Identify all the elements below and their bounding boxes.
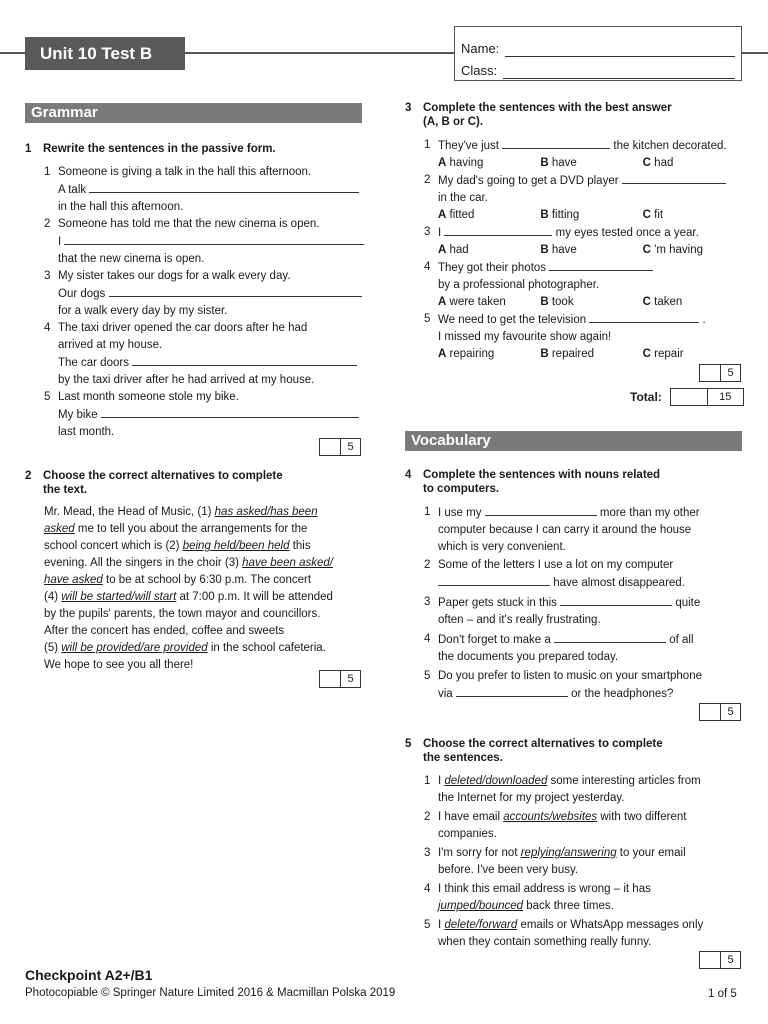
alternative-1-cont[interactable]: asked [44,523,75,535]
q2-text: Mr. Mead, the Head of Music, (1) has asked/has been asked me to tell you about the arrangements for the school concert which is (2) being held/been held this evening. All the singers in the choir (3) have been asked/ have asked to be at school by 6:30 p.m. The concert (4) will be started/will start at 7:00 p.m. It will be attended by the pupils' parents, the town mayor and councillors. After the concert has ended, coffee and sweets (5) will be provided/are provided in the school cafeteria. We hope to see you all there! [44,506,333,671]
score-entry[interactable] [319,438,341,456]
q3-score-box [699,364,741,382]
score-max: 5 [721,364,741,382]
alternative[interactable]: jumped/bounced [438,900,524,912]
option-b[interactable]: have [551,244,577,256]
class-label: Class: [461,63,498,78]
score-max: 5 [341,670,361,688]
option-b[interactable]: have [551,157,577,169]
q3-item: 4 They got their photos by a professional photographer. A were taken B took C taken [424,261,683,308]
item-start: My bike [58,409,98,421]
item-sentence: Someone has told me that the new cinema is open. [58,218,320,230]
option-c[interactable]: 'm having [654,244,704,256]
footer-title: Checkpoint A2+/B1 [25,967,153,983]
alternative-5[interactable]: will be provided/are provided [61,642,208,654]
footer-copyright: Photocopiable © Springer Nature Limited 2016 & Macmillan Polska 2019 [25,987,396,999]
answer-line[interactable] [456,685,568,697]
q4-item: 2 Some of the letters I use a lot on my computer have almost disappeared. [424,559,685,589]
q5-score-box [699,951,741,969]
answer-line[interactable] [549,259,653,271]
item-number: 1 [44,166,51,178]
answer-line[interactable] [132,354,357,366]
total-max: 15 [708,388,744,406]
item-sentence: My sister takes our dogs for a walk every day. [58,270,291,282]
q1-item [44,389,365,441]
question-1 [25,142,365,441]
page-number: 1 of 5 [708,988,737,1000]
q2-instruction-cont: the text. [43,484,88,496]
question-5 [405,737,745,951]
item-end: last month. [58,426,115,438]
q2-number: 2 [25,470,32,482]
total-entry[interactable] [670,388,708,406]
q1-instruction: Rewrite the sentences in the passive form. [43,143,276,155]
q3-instruction: Complete the sentences with the best answer [423,102,672,114]
item-start: Our dogs [58,288,106,300]
item-end: in the hall this afternoon. [58,201,184,213]
score-entry[interactable] [699,364,721,382]
option-c[interactable]: taken [654,296,683,308]
alternative[interactable]: accounts/websites [503,811,598,823]
alternative[interactable]: deleted/downloaded [444,775,548,787]
answer-line[interactable] [485,504,597,516]
option-a[interactable]: were taken [449,296,506,308]
question-4 [405,468,745,703]
option-c[interactable]: repair [654,348,684,360]
q3-item: 3 I my eyes tested once a year. A had B have C 'm having [424,226,704,256]
option-b[interactable]: fitting [551,209,580,221]
option-b[interactable]: took [551,296,574,308]
unit-title: Unit 10 Test B [25,37,185,70]
item-end: that the new cinema is open. [58,253,205,265]
item-start: The car doors [58,357,129,369]
answer-line[interactable] [560,594,672,606]
item-sentence: arrived at my house. [58,339,163,351]
q1-item [44,216,365,268]
item-sentence: Someone is giving a talk in the hall this afternoon. [58,166,312,178]
answer-line[interactable] [589,311,699,323]
answer-line[interactable] [109,285,362,297]
class-field[interactable] [503,65,735,79]
alternative[interactable]: replying/answering [520,847,617,859]
alternative-4[interactable]: will be started/will start [61,591,177,603]
option-a[interactable]: having [449,157,484,169]
q4-instruction-cont: to computers. [423,483,500,495]
q4-number: 4 [405,469,412,481]
q3-instruction-cont: (A, B or C). [423,116,484,128]
alternative-3[interactable]: have been asked/ [242,557,333,569]
q3-item: 1 They've just the kitchen decorated. A having B have C had [424,139,727,169]
item-number: 3 [44,270,51,282]
q3-number: 3 [405,102,412,114]
answer-line[interactable] [89,181,359,193]
option-c[interactable]: fit [654,209,664,221]
score-entry[interactable] [699,951,721,969]
q5-item: 2 I have email accounts/websites with two different companies. [424,811,687,840]
alternative-3-cont[interactable]: have asked [44,574,103,586]
q4-item: 4 Don't forget to make a of all the documents you prepared today. [424,633,694,663]
q3-item: 5 We need to get the television . I missed my favourite show again! A repairing B repaired C repair [424,313,706,360]
alternative[interactable]: delete/forward [444,919,518,931]
q3-item: 2 My dad's going to get a DVD player in the car. A fitted B fitting C fit [424,172,745,224]
item-end: by the taxi driver after he had arrived at my house. [58,374,315,386]
grammar-section-title: Grammar [25,103,362,123]
item-sentence: The taxi driver opened the car doors after he had [58,322,308,334]
q4-score-box [699,703,741,721]
score-entry[interactable] [699,703,721,721]
score-max: 5 [721,703,741,721]
vocabulary-section-title: Vocabulary [405,431,742,451]
score-entry[interactable] [319,670,341,688]
q1-score-box [319,438,361,456]
answer-line[interactable] [554,631,666,643]
alternative-1[interactable]: has asked/has been [214,506,318,518]
item-end: for a walk every day by my sister. [58,305,228,317]
name-field[interactable] [505,43,735,57]
q1-item [44,164,365,216]
total-label: Total: [630,389,662,404]
answer-line[interactable] [444,224,552,236]
q4-item: 5 Do you prefer to listen to music on your smartphone via or the headphones? [424,670,702,700]
q5-item: 3 I'm sorry for not replying/answering to your email before. I've been very busy. [424,847,686,876]
q4-item: 3 Paper gets stuck in this quite often – and it's really frustrating. [424,596,701,626]
q5-item: 5 I delete/forward emails or WhatsApp messages only when they contain something really funny. [424,919,704,948]
item-sentence: Last month someone stole my bike. [58,391,239,403]
q1-item [44,320,365,389]
answer-line[interactable] [64,233,364,245]
answer-line[interactable] [101,406,359,418]
name-label: Name: [461,41,500,56]
q1-item [44,268,365,320]
option-a[interactable]: fitted [449,209,475,221]
q4-instruction: Complete the sentences with nouns related [423,469,661,481]
option-c[interactable]: had [654,157,674,169]
score-max: 5 [341,438,361,456]
answer-line[interactable] [622,172,726,184]
question-2 [25,469,370,674]
name-class-box [454,26,742,81]
score-max: 5 [721,951,741,969]
option-a[interactable]: had [449,244,469,256]
item-number: 2 [44,218,51,230]
q5-instruction: Choose the correct alternatives to complete [423,738,663,750]
answer-line[interactable] [438,574,550,586]
option-a[interactable]: repairing [449,348,495,360]
question-3 [405,101,745,363]
alternative-2[interactable]: being held/been held [182,540,290,552]
answer-line[interactable] [502,137,610,149]
total-score [630,388,744,406]
q1-number: 1 [25,143,32,155]
item-number: 5 [44,391,51,403]
q2-instruction: Choose the correct alternatives to complete [43,470,283,482]
q2-score-box [319,670,361,688]
option-b[interactable]: repaired [551,348,595,360]
q5-instruction-cont: the sentences. [423,752,503,764]
item-start: I [58,236,62,248]
q5-item: 4 I think this email address is wrong – it has jumped/bounced back three times. [424,883,651,912]
item-start: A talk [58,184,87,196]
q4-item: 1 I use my more than my other computer because I can carry it around the house which is very convenient. [424,506,700,553]
item-number: 4 [44,322,51,334]
q5-item: 1 I deleted/downloaded some interesting articles from the Internet for my project yesterday. [424,775,701,804]
q5-number: 5 [405,738,412,750]
